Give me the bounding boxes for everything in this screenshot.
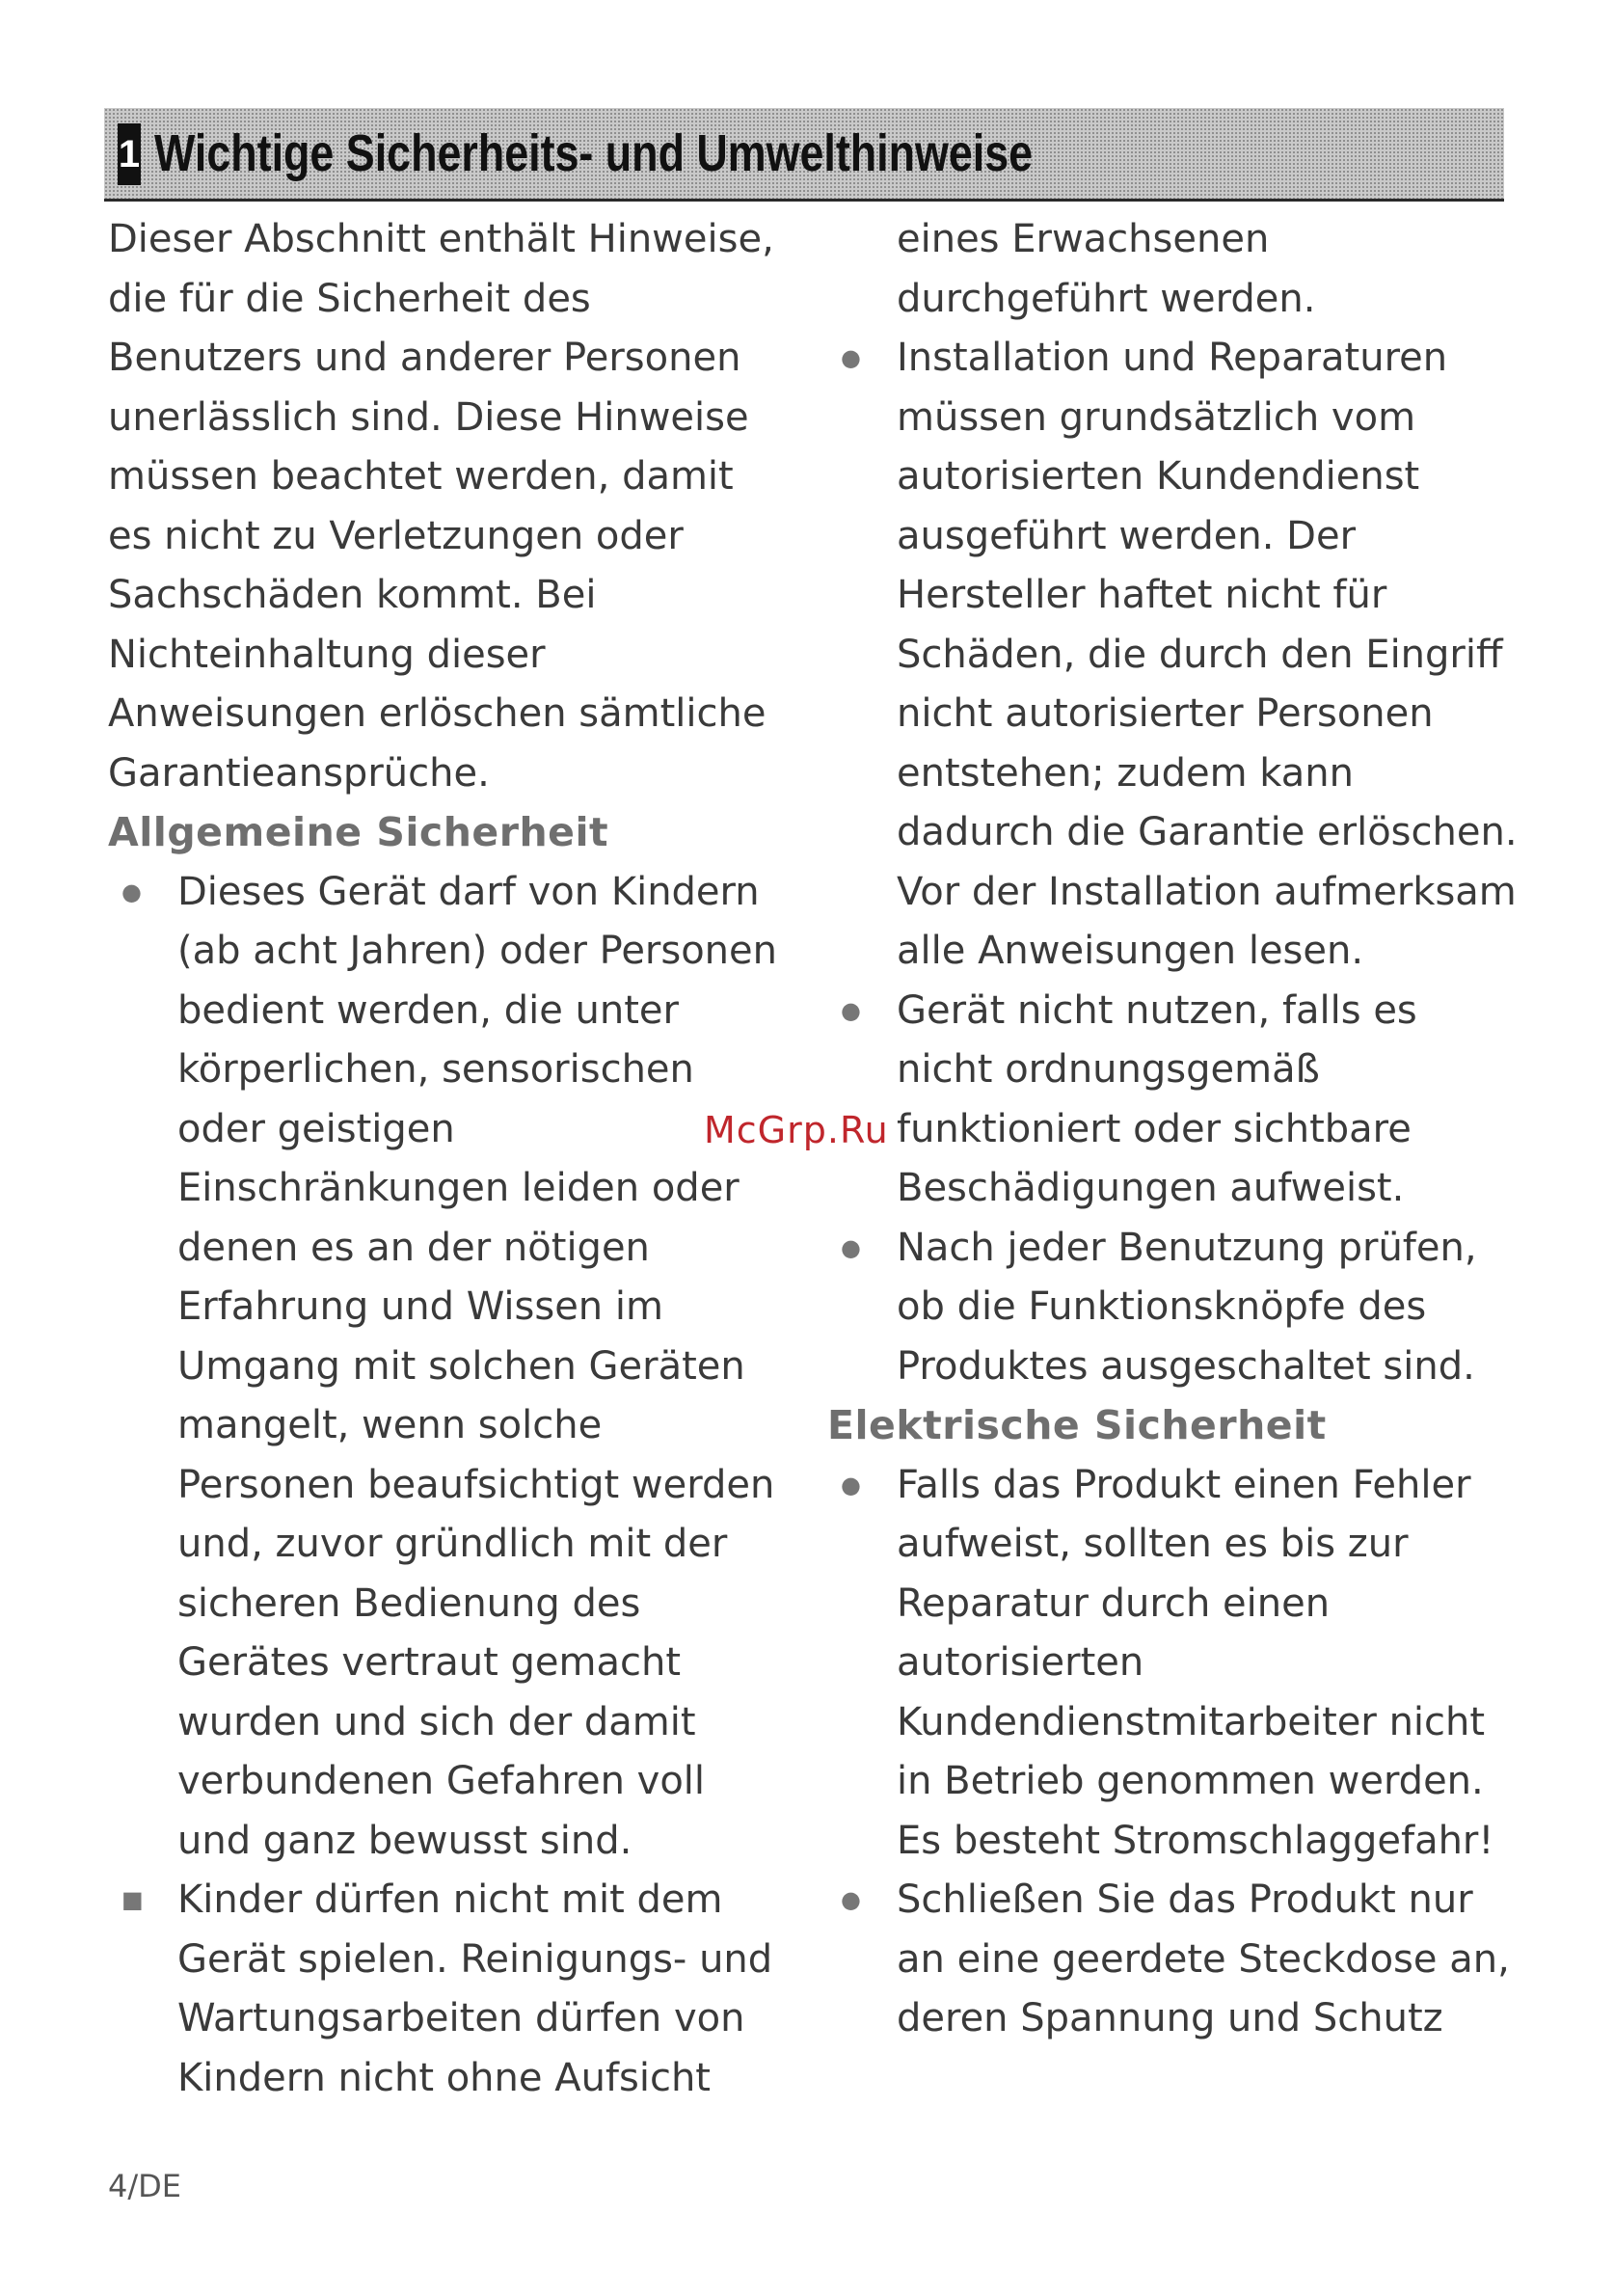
bullet-icon: ● xyxy=(121,878,142,905)
list-item-text: Dieses Gerät darf von Kindern (ab acht Jahren) oder Personen bedient werden, die unter körperlichen, sensorischen oder geistigen Einschränkungen leiden oder denen es an der nötigen Erfahrung und Wissen im Umgang mit solchen Geräten mangelt, wenn solche Personen beaufsichtigt werden und, zuvor gründlich mit der sicheren Bedienung des Gerätes vertraut gemacht wurden und sich der damit verbundenen Gefahren voll und ganz bewusst sind. xyxy=(177,869,777,1863)
bullet-icon: ● xyxy=(841,1471,861,1499)
subheading-general-safety: Allgemeine Sicherheit xyxy=(108,809,609,855)
list-item xyxy=(827,982,1521,1219)
general-safety-list-continued xyxy=(827,329,1521,1396)
list-item-text: Gerät nicht nutzen, falls es nicht ordnungsgemäß funktioniert oder sichtbare Beschädigungen aufweist. xyxy=(897,987,1417,1210)
list-item xyxy=(827,329,1521,982)
list-item-text: Nach jeder Benutzung prüfen, ob die Funktionsknöpfe des Produktes ausgeschaltet sind. xyxy=(897,1225,1477,1389)
list-item-text: Kinder dürfen nicht mit dem Gerät spielen. Reinigungs- und Wartungsarbeiten dürfen von Kindern nicht ohne Aufsicht xyxy=(177,1877,773,2100)
list-item xyxy=(827,1871,1521,2049)
watermark-link[interactable]: McGrp.Ru xyxy=(704,1106,889,1154)
list-item-text: Falls das Produkt einen Fehler aufweist, sollten es bis zur Reparatur durch einen autorisierten Kundendienstmitarbeiter nicht in Betrieb genommen werden. Es besteht Stromschlaggefahr! xyxy=(897,1462,1494,1863)
electrical-safety-list xyxy=(827,1456,1521,2049)
list-item xyxy=(108,1871,783,2108)
section-number: 1 xyxy=(118,123,141,185)
right-column xyxy=(827,210,1521,2049)
general-safety-list xyxy=(108,863,783,2109)
list-item xyxy=(108,863,783,1872)
list-item-text: Schließen Sie das Produkt nur an eine geerdete Steckdose an, deren Spannung und Schutz xyxy=(897,1877,1510,2040)
list-item-text: Installation und Reparaturen müssen grundsätzlich vom autorisierten Kundendienst ausgeführt werden. Der Hersteller haftet nicht für Schäden, die durch den Eingriff nicht autorisierter Personen entstehen; zudem kann dadurch die Garantie erlöschen. Vor der Installation aufmerksam alle Anweisungen lesen. xyxy=(897,336,1518,973)
subheading-electrical-safety: Elektrische Sicherheit xyxy=(827,1402,1327,1448)
bullet-icon: ● xyxy=(841,1886,861,1913)
bullet-icon: ● xyxy=(841,996,861,1024)
bullet-icon: ■ xyxy=(121,1886,144,1913)
bullet-icon: ● xyxy=(841,1233,861,1261)
section-header xyxy=(104,108,1504,202)
intro-paragraph: Dieser Abschnitt enthält Hinweise, die für die Sicherheit des Benutzers und anderer Personen unerlässlich sind. Diese Hinweise müssen beachtet werden, damit es nicht zu Verletzungen oder Sachschäden kommt. Bei Nichteinhaltung dieser Anweisungen erlöschen sämtliche Garantieansprüche. xyxy=(108,217,774,796)
list-item xyxy=(827,1219,1521,1397)
bullet-icon: ● xyxy=(841,344,861,371)
continued-text: eines Erwachsenen durchgeführt werden. xyxy=(897,217,1316,321)
list-item xyxy=(827,1456,1521,1872)
page-number: 4/DE xyxy=(108,2168,181,2204)
section-title: Wichtige Sicherheits- und Umwelthinweise xyxy=(154,124,1034,182)
left-column xyxy=(108,210,783,2108)
